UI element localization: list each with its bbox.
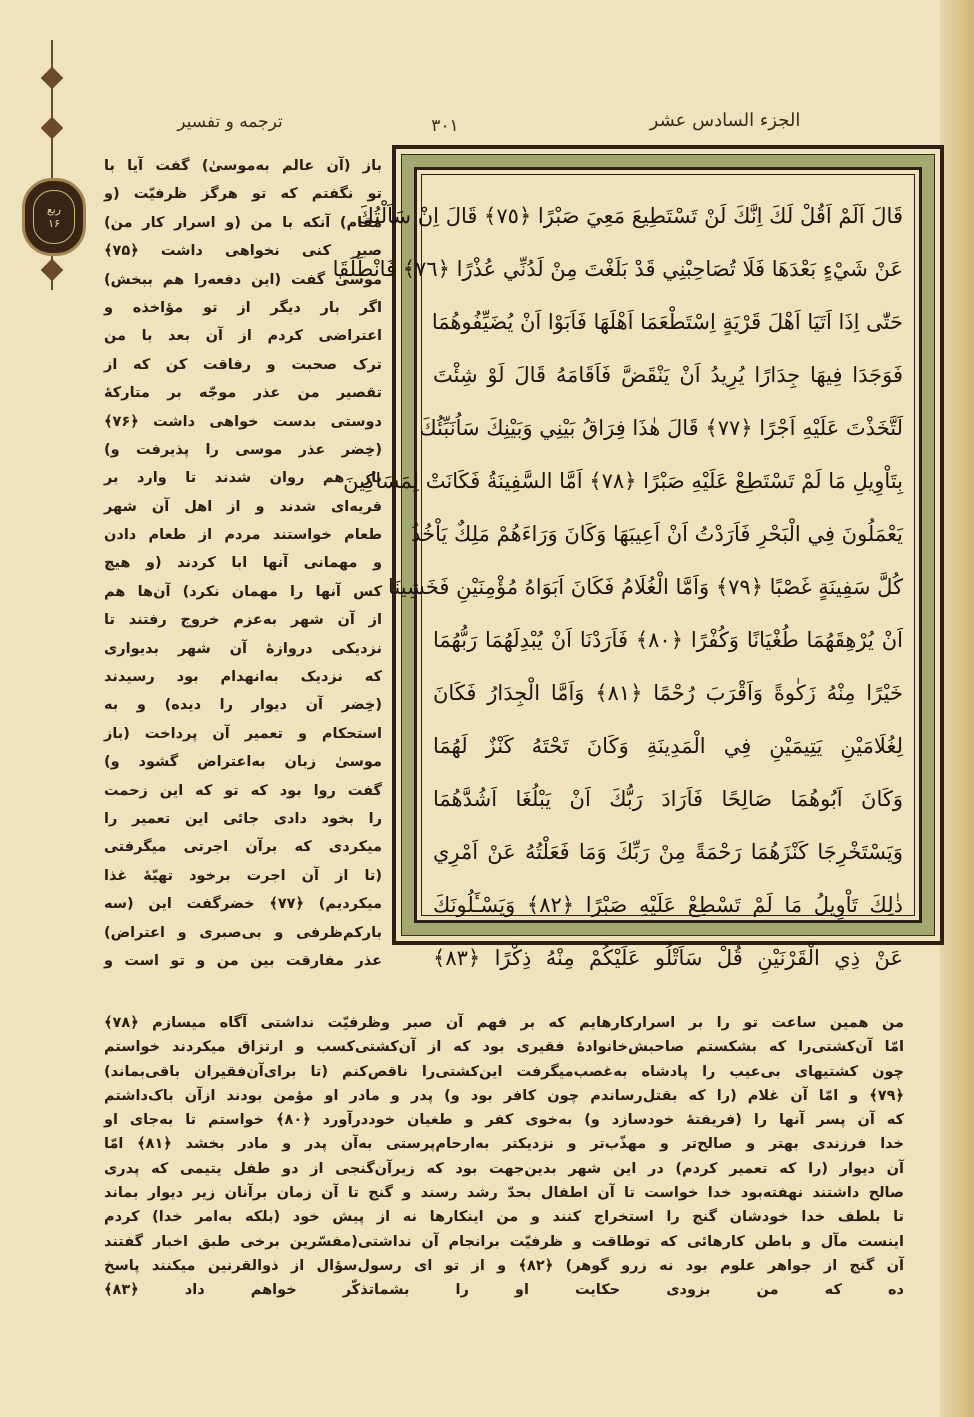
translation-line: ترک صحبت و رفاقت کن که از	[104, 356, 382, 373]
quran-line: حَتّٰى اِذَا اَتَيَا اَهْلَ قَرْيَةٍ اِسْتَطْعَمَا اَهْلَهَا فَاَبَوْا اَنْ يُضَيِّفُوهُمَا	[431, 310, 903, 334]
quran-lines	[332, 190, 903, 985]
translation-line: ﴿۷۹﴾ و امّا آن غلام (را که بقتل‌رساندم چون کافر بود و) پدر و مادر او مؤمن بودند ازآن باک‌داشتم	[104, 1087, 904, 1104]
translation-line: (تا از آن اجرت برخود تهیّهٔ غذا	[104, 867, 382, 884]
quran-line: قَالَ اَلَمْ اَقُلْ لَكَ اِنَّكَ لَنْ تَسْتَطِيعَ مَعِيَ صَبْرًا ﴿٧٥﴾ قَالَ اِنْ سَاَلْتُكَ	[356, 204, 903, 228]
quran-line: لَتَّخَذْتَ عَلَيْهِ اَجْرًا ﴿٧٧﴾ قَالَ هٰذَا فِرَاقُ بَيْنِي وَبَيْنِكَ سَاُنَبِّئُكَ	[419, 416, 903, 440]
translation-line: خدا فرزندی بهتر و صالح‌تر و مهذّب‌تر و نزدیکتر به‌ارحام‌پرستی به‌آن پدر و مادر بخشد ﴿۸۱﴾ امّا	[104, 1136, 904, 1153]
quran-line: ذٰلِكَ تَاْوِيلُ مَا لَمْ تَسْطِعْ عَلَيْهِ صَبْرًا ﴿٨٢﴾ وَيَسْـَٔلُونَكَ	[433, 893, 903, 917]
translation-line: (خِضر عذر موسی را پذیرفت و)	[104, 441, 382, 458]
translation-line: استحکام و تعمیر آن پرداخت (باز	[104, 725, 382, 742]
quran-text-frame	[332, 145, 944, 970]
translation-line: میکردی که برآن اجرتی میگرفتی	[104, 839, 382, 856]
header-commentary-title: ترجمه و تفسیر	[177, 112, 283, 132]
translation-line: چون کشتیهای بی‌عیب را پادشاه به‌غصب‌میگرفت این‌کشتی‌را ناقص‌کنم (تا برای‌آن‌فقیران باقی‌بماند)	[104, 1063, 904, 1080]
quran-line: اَنْ يُرْهِقَهُمَا طُغْيَانًا وَكُفْرًا ﴿٨٠﴾ فَاَرَدْنَا اَنْ يُبْدِلَهُمَا رَبُّهُمَا	[433, 628, 903, 652]
translation-line: را بخود دادی جائی این تعمیر را	[104, 810, 382, 827]
translation-line: کس آنها را مهمان نکرد) آن‌ها هم	[104, 583, 382, 600]
page-number: ۳۰۱	[431, 116, 459, 136]
translation-line: میکردیم) ﴿۷۷﴾ خضرگفت این (سه	[104, 896, 382, 913]
translation-line: ده که من بزودی حکایت او را بشماتذکّر خواهم داد ﴿۸۳﴾	[104, 1282, 904, 1299]
translation-line: تو نگفتم که تو هرگز ظرفیّت (و	[104, 186, 382, 203]
ornament-diamond-icon	[41, 259, 64, 282]
translation-line: آن گنج از جواهر علوم بود نه زرو گوهر) ﴿۸۲﴾ و از تو ای رسول‌سؤال از ذوالقرنین میکنند پاسخ	[104, 1257, 904, 1274]
translation-line: که نزدیک به‌انهدام بود رسیدند	[104, 669, 382, 686]
translation-line: دوستی بدست خواهی داشت ﴿۷۶﴾	[104, 413, 382, 430]
translation-line: بارکم‌ظرفی و بی‌صبری و اعتراض)	[104, 924, 382, 941]
translation-line: آن دیوار (را که تعمیر کردم) در این شهر بدین‌جهت بود که زیرآن‌گنجی از دو طفل یتیمی که پدری	[104, 1160, 904, 1177]
quran-line: يَعْمَلُونَ فِي الْبَحْرِ فَاَرَدْتُ اَنْ اَعِيبَهَا وَكَانَ وَرَاءَهُمْ مَلِكٌ يَاْخُذُ	[411, 522, 903, 546]
quran-line: عَنْ ذِي الْقَرْنَيْنِ قُلْ سَاَتْلُو عَلَيْكُمْ مِنْهُ ذِكْرًا ﴿٨٣﴾	[433, 946, 903, 970]
translation-line: قریه‌ای شدند و از اهل آن شهر	[104, 498, 382, 515]
translation-line: اگر بار دیگر از تو مؤاخذه و	[104, 299, 382, 316]
ornament-diamond-icon	[41, 67, 64, 90]
translation-line: از آن شهر به‌عزم خروج رفتند تا	[104, 612, 382, 629]
quran-line: فَوَجَدَا فِيهَا جِدَارًا يُرِيدُ اَنْ يَنْقَضَّ فَاَقَامَهُ قَالَ لَوْ شِئْتَ	[433, 363, 903, 387]
quran-line: وَكَانَ اَبُوهُمَا صَالِحًا فَاَرَادَ رَبُّكَ اَنْ يَبْلُغَا اَشُدَّهُمَا	[433, 787, 903, 811]
translation-line: موسیٰ گفت (این دفعه‌را هم ببخش)	[104, 271, 382, 288]
ornament-diamond-icon	[41, 117, 64, 140]
juz-marker-medallion	[22, 178, 86, 256]
translation-line: من همین ساعت تو را بر اسرارکارهایم که بر فهم آن صبر وظرفیّت نداشتی آگاه میسازم ﴿۷۸﴾	[104, 1015, 904, 1031]
translation-line: تقصیر من عذر موجّه بر متارکهٔ	[104, 385, 382, 402]
quran-line: عَنْ شَيْءٍ بَعْدَهَا فَلَا تُصَاحِبْنِي قَدْ بَلَغْتَ مِنْ لَدُنِّي عُذْرًا ﴿٧٦﴾ فَانْطَلَقَا	[332, 257, 903, 281]
translation-bottom-block	[104, 1011, 904, 1303]
header-juz-title: الجزء السادس عشر	[649, 110, 801, 131]
translation-side-column	[104, 152, 382, 975]
translation-line: نزدیکی دروازهٔ آن شهر بدیواری	[104, 640, 382, 657]
translation-line: صالح داشتند نهفته‌بود خدا خواست تا آن اطفال بحدّ رشد رسند و گنج تا آن زمان برآنان زیر دیوار بماند	[104, 1185, 904, 1202]
quran-line: خَيْرًا مِنْهُ زَكٰوةً وَاَقْرَبَ رُحْمًا ﴿٨١﴾ وَاَمَّا الْجِدَارُ فَكَانَ	[433, 681, 903, 705]
translation-line: عذر مفارقت بین من و تو است و	[104, 952, 382, 969]
translation-line: که آن پسر آنها را (فریفتهٔ خود‌سازد و) به‌خوی کفر و طغیان خوددرآورد ﴿۸۰﴾ خواستم تا به‌جای او	[104, 1112, 905, 1129]
quran-line: لِغُلَامَيْنِ يَتِيمَيْنِ فِي الْمَدِينَةِ وَكَانَ تَحْتَهُ كَنْزٌ لَهُمَا	[433, 734, 903, 758]
translation-line: صبر کنی نخواهی داشت ﴿۷۵﴾	[104, 243, 382, 260]
translation-line: موسیٰ زبان به‌اعتراض گشود و)	[104, 754, 382, 771]
translation-line: تا بلطف خدا خودشان گنج را استخراج کنند و من اینکارها نه از پیش خود (بلکه به‌امر خدا) کردم	[104, 1209, 904, 1226]
quran-line: وَيَسْتَخْرِجَا كَنْزَهُمَا رَحْمَةً مِنْ رَبِّكَ وَمَا فَعَلْتُهُ عَنْ اَمْرِي	[433, 840, 903, 864]
translation-line: اینست مآل و باطن کارهائی که توطاقت و ظرفیّت برانجام آن نداشتی(مفسّرین برخی طبق اخبار گفتند	[104, 1233, 904, 1250]
translation-line: مقام) آنکه با من (و اسرار کار من)	[104, 214, 382, 231]
quran-line: كُلَّ سَفِينَةٍ غَصْبًا ﴿٧٩﴾ وَاَمَّا الْغُلَامُ فَكَانَ اَبَوَاهُ مُؤْمِنَيْنِ فَخَشِينَا	[388, 575, 903, 599]
page-edge	[940, 0, 974, 1417]
translation-line: باز (آن عالم به‌موسیٰ) گفت آیا با	[104, 158, 382, 174]
translation-line: امّا آن‌کشتی‌را که بشکستم صاحبش‌خانوادهٔ فقیری بود که از آن‌کشتی‌کسب و ارتزاق میکردند خواستم	[104, 1039, 904, 1056]
translation-line: و مهمانی آنها ابا کردند (و هیچ	[104, 555, 382, 572]
frame-inner-panel	[332, 167, 922, 970]
translation-line: باز هم روان شدند تا وارد بر	[104, 470, 382, 487]
translation-line: (خِضر آن دیوار را دیده) و به	[104, 697, 382, 714]
translation-line: طعام خواستند مردم از طعام دادن	[104, 527, 382, 544]
translation-line: گفت روا بود که تو که این زحمت	[104, 782, 382, 799]
translation-line: اعتراضی کردم از آن بعد با من	[104, 328, 382, 345]
medallion-line1: ربع	[46, 203, 62, 216]
quran-line: بِتَاْوِيلِ مَا لَمْ تَسْتَطِعْ عَلَيْهِ صَبْرًا ﴿٧٨﴾ اَمَّا السَّفِينَةُ فَكَانَتْ لِمَسَاكِينَ	[343, 469, 903, 493]
medallion-line2: ۱۶	[48, 217, 60, 230]
